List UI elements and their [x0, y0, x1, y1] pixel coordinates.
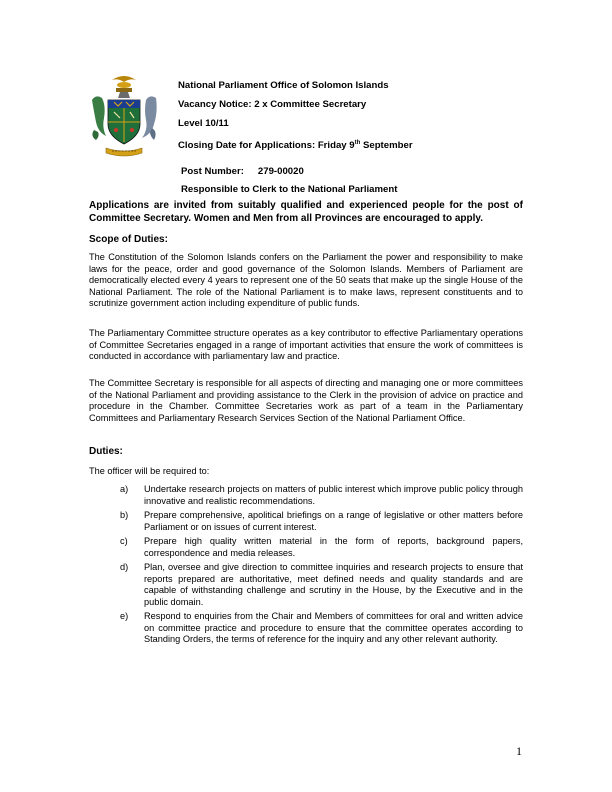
closing-date [178, 137, 413, 152]
duty-item [120, 562, 523, 608]
scope-paragraph-2: The Parliamentary Committee structure operates as a key contributor to effective Parliamentary operations of Committee Secretaries engaged in a range of important activities that ensure the work of committees is conducted in accordance with parliamentary law and practice. [89, 328, 523, 362]
duties-intro: The officer will be required to: [89, 466, 210, 476]
duties-list [120, 484, 523, 649]
closing-date-prefix: Closing Date for Applications: Friday 9 [178, 140, 355, 152]
intro-paragraph: Applications are invited from suitably qualified and experienced people for the post of Committee Secretary. Women and Men from all Provinces are encouraged to apply. [89, 200, 523, 224]
office-title: National Parliament Office of Solomon Islands [178, 80, 389, 91]
duty-text: Plan, oversee and give direction to committee inquiries and research projects to ensure that reports prepared are authoritative, meet defined needs and quality standards and are capable of withstanding challenge and scrutiny in the House, by the Executive and in the public domain. [144, 562, 523, 607]
scope-paragraph-1: The Constitution of the Solomon Islands confers on the Parliament the power and responsibility to make laws for the peace, order and good governance of the Solomon Islands. Members of Parliament are democratically elected every 4 years to represent one of the 50 seats that make up the single House of the National Parliament. The role of the National Parliament is to make laws, represent constituents and to scrutinize government action including expenditure of public funds. [89, 252, 523, 309]
responsible-to: Responsible to Clerk to the National Parliament [181, 184, 398, 195]
duty-marker: a) [120, 484, 129, 494]
scope-paragraph-3: The Committee Secretary is responsible for all aspects of directing and managing one or more committees of the National Parliament and providing assistance to the Clerk in the provision of advice on practice and procedure in the Chamber. Committee Secretaries work as part of a team in the Parliamentary Committees and Parliamentary Research Services Section of the National Parliament Office. [89, 378, 523, 423]
closing-date-sup: th [354, 140, 361, 146]
closing-date-suffix: September [360, 140, 413, 152]
coat-of-arms-icon [86, 70, 162, 160]
duty-item [120, 510, 523, 533]
post-number [181, 166, 304, 178]
duty-marker: d) [120, 562, 129, 572]
duty-item [120, 536, 523, 559]
post-number-label: Post Number: [181, 166, 244, 177]
duty-item [120, 484, 523, 507]
duty-text: Undertake research projects on matters of public interest which improve public policy through innovative and realistic recommendations. [144, 484, 523, 506]
duty-marker: e) [120, 611, 129, 621]
scope-heading: Scope of Duties: [89, 234, 168, 245]
duty-text: Prepare high quality written material in the form of reports, background papers, correspondence and media releases. [144, 536, 523, 558]
page-number: 1 [516, 744, 522, 758]
duties-heading: Duties: [89, 446, 123, 457]
duty-marker: b) [120, 510, 129, 520]
duty-text: Prepare comprehensive, apolitical briefings on a range of legislative or other matters before Parliament or on issues of current interest. [144, 510, 523, 532]
vacancy-notice: Vacancy Notice: 2 x Committee Secretary [178, 99, 367, 110]
level: Level 10/11 [178, 118, 229, 129]
duty-text: Respond to enquiries from the Chair and Members of committees for oral and written advice on committee practice and procedure to ensure that the committee operates according to Standing Orders, the terms of reference for the inquiry and any other relevant authority. [144, 611, 523, 644]
duty-item [120, 611, 523, 646]
post-number-value: 279-00020 [257, 166, 304, 177]
duty-marker: c) [120, 536, 128, 546]
